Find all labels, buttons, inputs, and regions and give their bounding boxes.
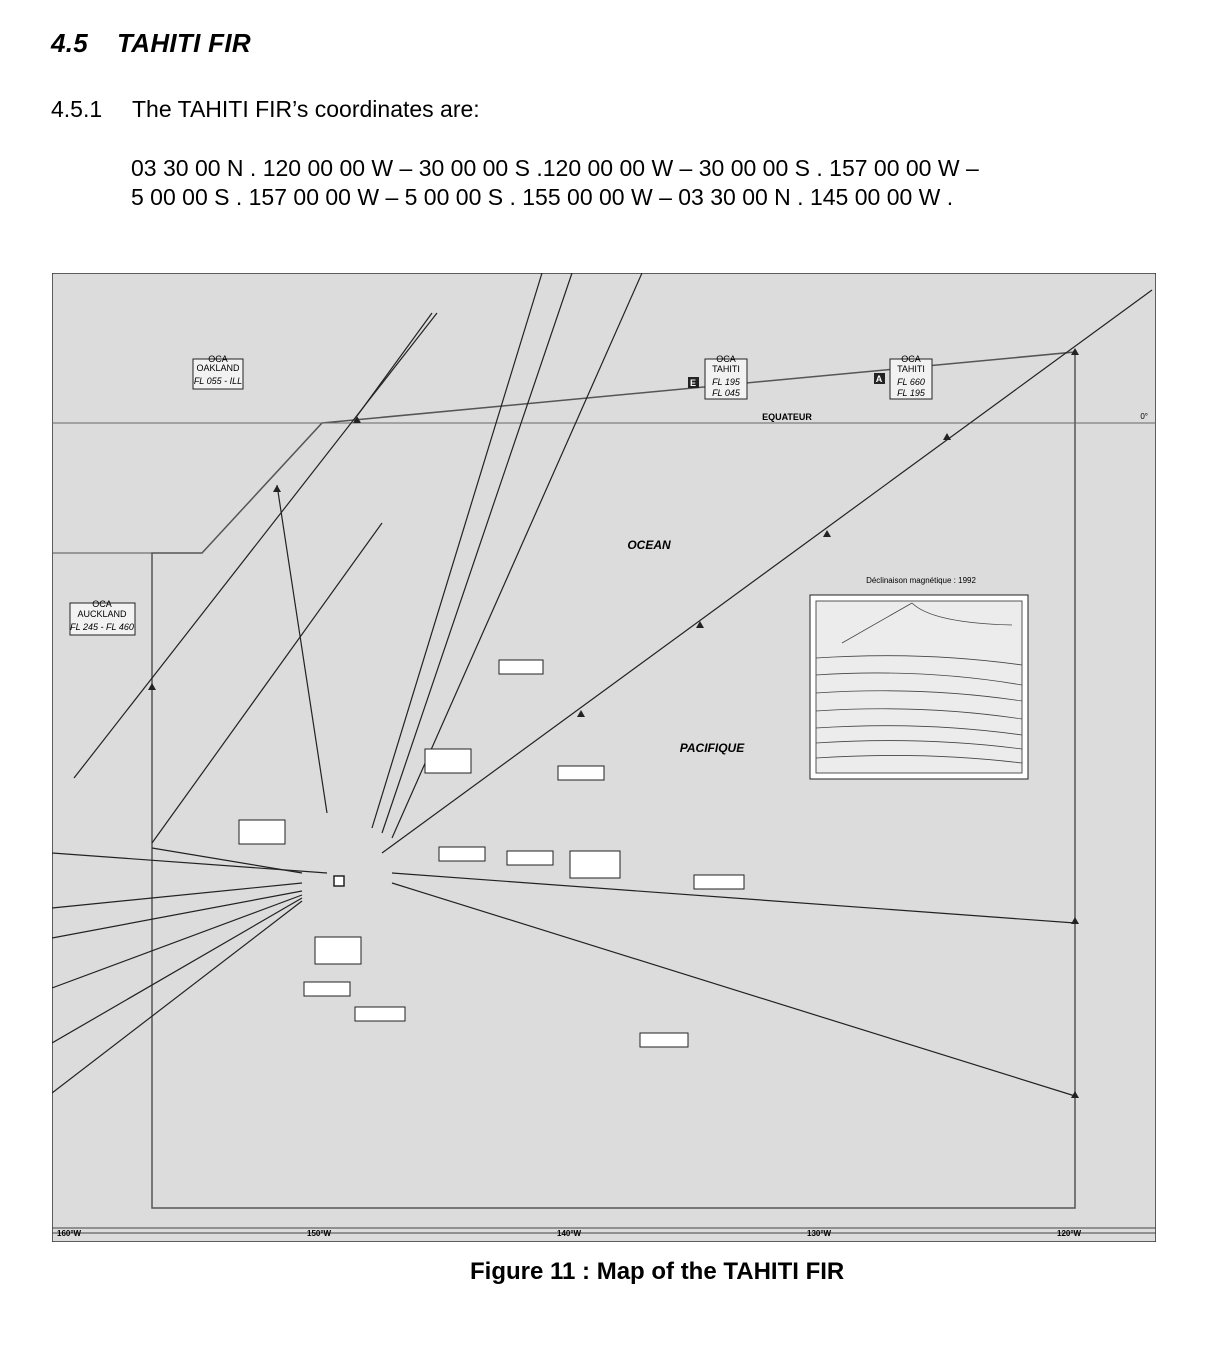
paragraph-text: The TAHITI FIR’s coordinates are:: [132, 96, 480, 122]
oca-oakland: [193, 354, 243, 389]
svg-text:160°W: 160°W: [57, 1229, 82, 1238]
svg-text:120°W: 120°W: [1057, 1229, 1082, 1238]
pacifique-label: PACIFIQUE: [679, 741, 745, 755]
svg-text:FL 660: FL 660: [897, 377, 925, 387]
svg-text:FL 195: FL 195: [712, 377, 740, 387]
svg-text:FL 045: FL 045: [712, 388, 740, 398]
ocean-label: OCEAN: [627, 538, 671, 552]
declinaison-label: Déclinaison magnétique : 1992: [866, 576, 976, 585]
svg-text:AUCKLAND: AUCKLAND: [77, 609, 127, 619]
paragraph-number: 4.5.1: [51, 96, 103, 122]
svg-text:130°W: 130°W: [807, 1229, 832, 1238]
svg-text:OCA: OCA: [208, 354, 228, 364]
section-heading: [51, 28, 251, 59]
svg-text:OCA: OCA: [901, 354, 921, 364]
svg-text:TAHITI: TAHITI: [712, 364, 740, 374]
coordinates-line-2: 5 00 00 S . 157 00 00 W – 5 00 00 S . 155 00 00 W – 03 30 00 N . 145 00 00 W .: [131, 184, 954, 210]
svg-text:FL 195: FL 195: [897, 388, 925, 398]
svg-text:FL 055 - ILL: FL 055 - ILL: [193, 376, 243, 386]
svg-text:OAKLAND: OAKLAND: [196, 363, 240, 373]
svg-text:OCA: OCA: [716, 354, 736, 364]
svg-text:150°W: 150°W: [307, 1229, 332, 1238]
declination-inset: [810, 595, 1028, 779]
section-number: 4.5: [51, 28, 89, 58]
coordinates-line-1: 03 30 00 N . 120 00 00 W – 30 00 00 S .120 00 00 W – 30 00 00 S . 157 00 00 W –: [131, 155, 979, 181]
equator-degree-label: 0°: [1140, 412, 1148, 421]
svg-text:A: A: [875, 374, 883, 384]
section-title: TAHITI FIR: [117, 28, 251, 58]
equateur-label: EQUATEUR: [762, 412, 812, 422]
svg-text:FL 245 - FL 460: FL 245 - FL 460: [70, 622, 134, 632]
svg-text:TAHITI: TAHITI: [897, 364, 925, 374]
svg-text:140°W: 140°W: [557, 1229, 582, 1238]
tahiti-marker: [334, 876, 344, 886]
coordinates-block: [131, 154, 979, 212]
paragraph: [51, 96, 480, 123]
oca-auckland: [70, 599, 135, 635]
svg-text:E: E: [689, 378, 697, 388]
fir-map: [52, 273, 1156, 1242]
svg-text:OCA: OCA: [92, 599, 112, 609]
figure-caption: Figure 11 : Map of the TAHITI FIR: [470, 1258, 845, 1285]
